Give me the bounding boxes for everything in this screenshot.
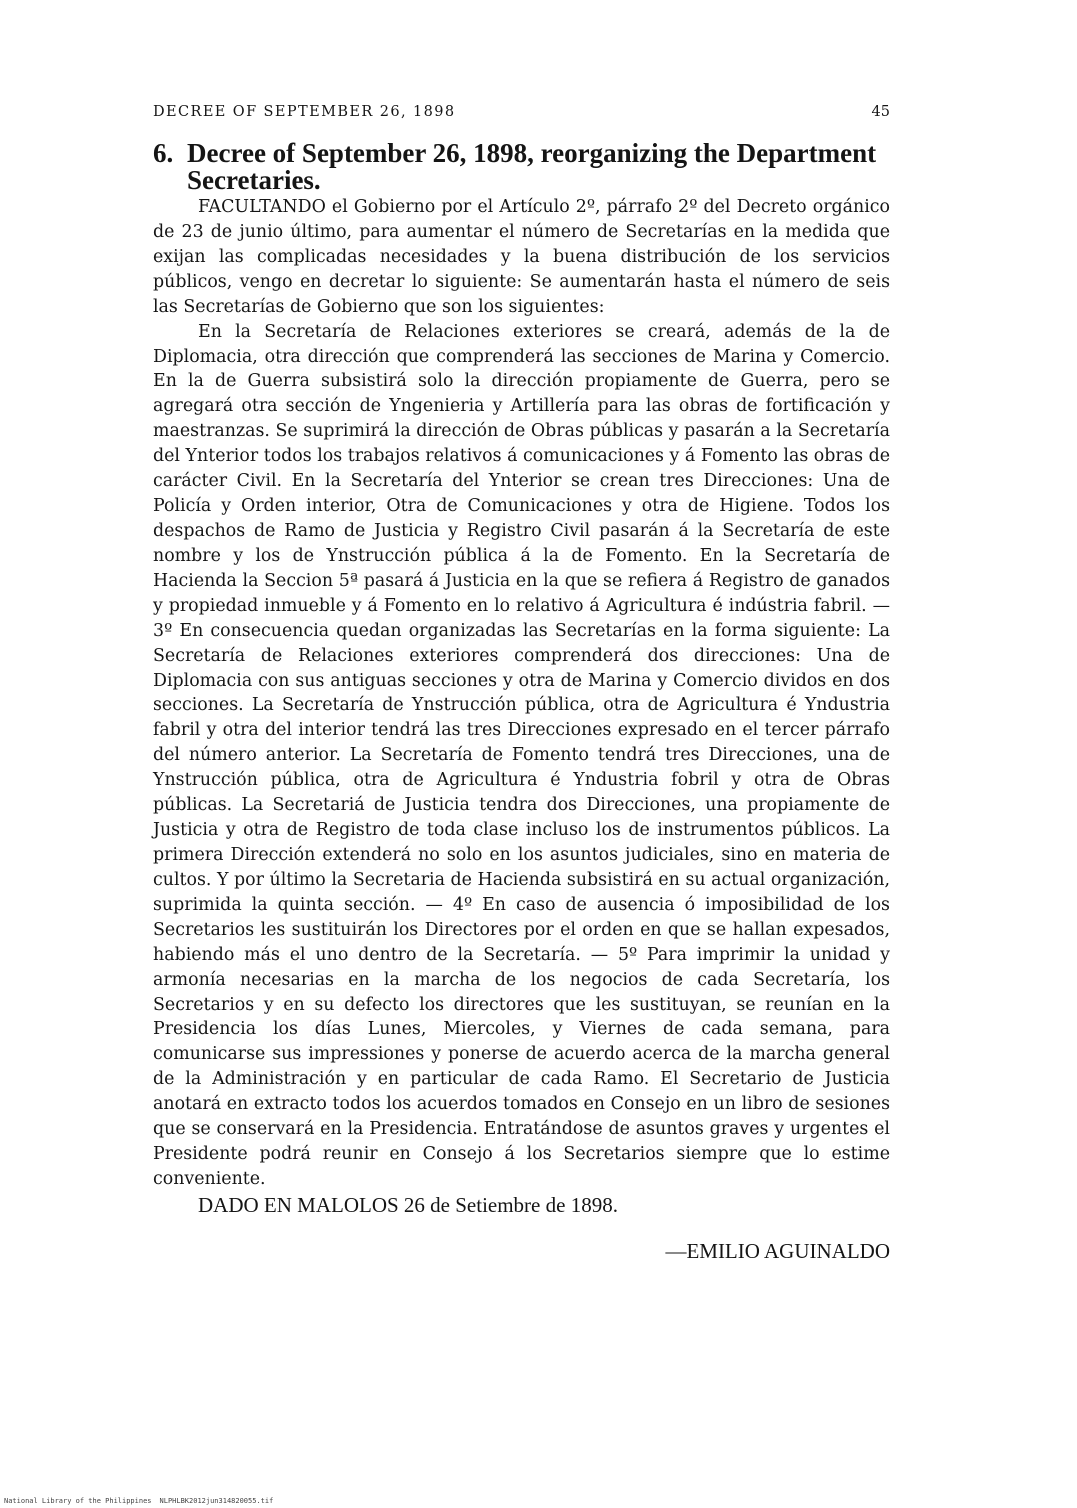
- running-head: [153, 104, 890, 128]
- decree-body: [153, 195, 890, 1192]
- document-page: [153, 104, 890, 1263]
- heading-title: Decree of September 26, 1898, reorganizing the Department Secretaries.: [187, 138, 877, 195]
- paragraph-facultando: FACULTANDO el Gobierno por el Artículo 2º, párrafo 2º del Decreto orgánico de 23 de junio último, para aumentar el número de Secretarías en la medida que exijan las complicadas necesidades y la buena distribución de los servicios públicos, vengo en decretar lo siguiente: Se aumentarán hasta el número de seis las Secretarías de Gobierno que son los siguientes:: [153, 197, 890, 317]
- dated-line: DADO EN MALOLOS 26 de Setiembre de 1898.: [198, 1192, 618, 1217]
- heading-number: 6.: [153, 138, 174, 168]
- footer-file-id: NLPHLBK2012jun314820055.tif: [159, 1497, 274, 1505]
- signature: —EMILIO AGUINALDO: [665, 1238, 890, 1263]
- running-head-title: DECREE OF SEPTEMBER 26, 1898: [153, 104, 456, 120]
- page-number: 45: [871, 104, 890, 120]
- paragraph-secretarias: En la Secretaría de Relaciones exteriores se creará, además de la de Diplomacia, otra dirección que comprenderá las secciones de Marina y Comercio. En la de Guerra subsistirá solo la dirección propiamente de Guerra, pero se agregará otra sección de Yngenieria y Artillería para las obras de fortificación y maestranzas. Se suprimirá la dirección de Obras públicas y pasarán a la Secretaría del Ynterior todos los trabajos relativos á comunicaciones y á Fomento las obras de carácter Civil. En la Secretaría del Ynterior se crean tres Direcciones: Una de Policía y Orden interior, Otra de Comunicaciones y otra de Higiene. Todos los despachos de Ramo de Justicia y Registro Civil pasarán á la Secretaría de este nombre y los de Ynstrucción pública á la de Fomento. En la Secretaría de Hacienda la Seccion 5ª pasará á Justicia en la que se refiera á Registro de ganados y propiedad inmueble y á Fomento en lo relativo á Agricultura é indústria fabril. — 3º En consecuencia quedan organizadas las Secretarías en la forma siguiente: La Secretaría de Relaciones exteriores comprenderá dos direcciones: Una de Diplomacia con sus antiguas secciones y otra de Marina y Comercio dividos en dos secciones. La Secretaría de Ynstrucción pública, otra de Agricultura é Yndustria fabril y otra del interior tendrá las tres Direcciones expresado en el tercer párrafo del número anterior. La Secretaría de Fomento tendrá tres Direcciones, una de Ynstrucción pública, otra de Agricultura é Yndustria fobril y otra de Obras públicas. La Secretariá de Justicia tendra dos Direcciones, una propiamente de Justicia y otra de Registro de toda clase incluso los de instrumentos públicos. La primera Dirección extenderá no solo en los asuntos judiciales, sino en materia de cultos. Y por último la Secretaria de Hacienda subsistirá en su actual organización, suprimida la quinta sección. — 4º En caso de ausencia ó imposibilidad de los Secretarios les sustituirán los Directores por el orden en que se hallan expesados, habiendo más el uno dentro de la Secretaría. — 5º Para imprimir la unidad y armonía necesarias en la marcha de los negocios de cada Secretaría, los Secretarios y en su defecto los directores que les sustituyan, se reunían en la Presidencia los días Lunes, Miercoles, y Viernes de cada semana, para comunicarse sus impressiones y ponerse de acuerdo acerca de la marcha general de la Administración y en particular de cada Ramo. El Secretario de Justicia anotará en extracto todos los acuerdos tomados en Consejo en un libro de sesiones que se conservará en la Presidencia. Entratándose de asuntos graves y urgentes el Presidente podrá reunir en Consejo á los Secretarios siempre que lo estime conveniente.: [153, 321, 890, 1189]
- footer-library: National Library of the Philippines: [4, 1497, 152, 1505]
- decree-heading: [153, 140, 890, 194]
- scan-footer: [4, 1497, 281, 1505]
